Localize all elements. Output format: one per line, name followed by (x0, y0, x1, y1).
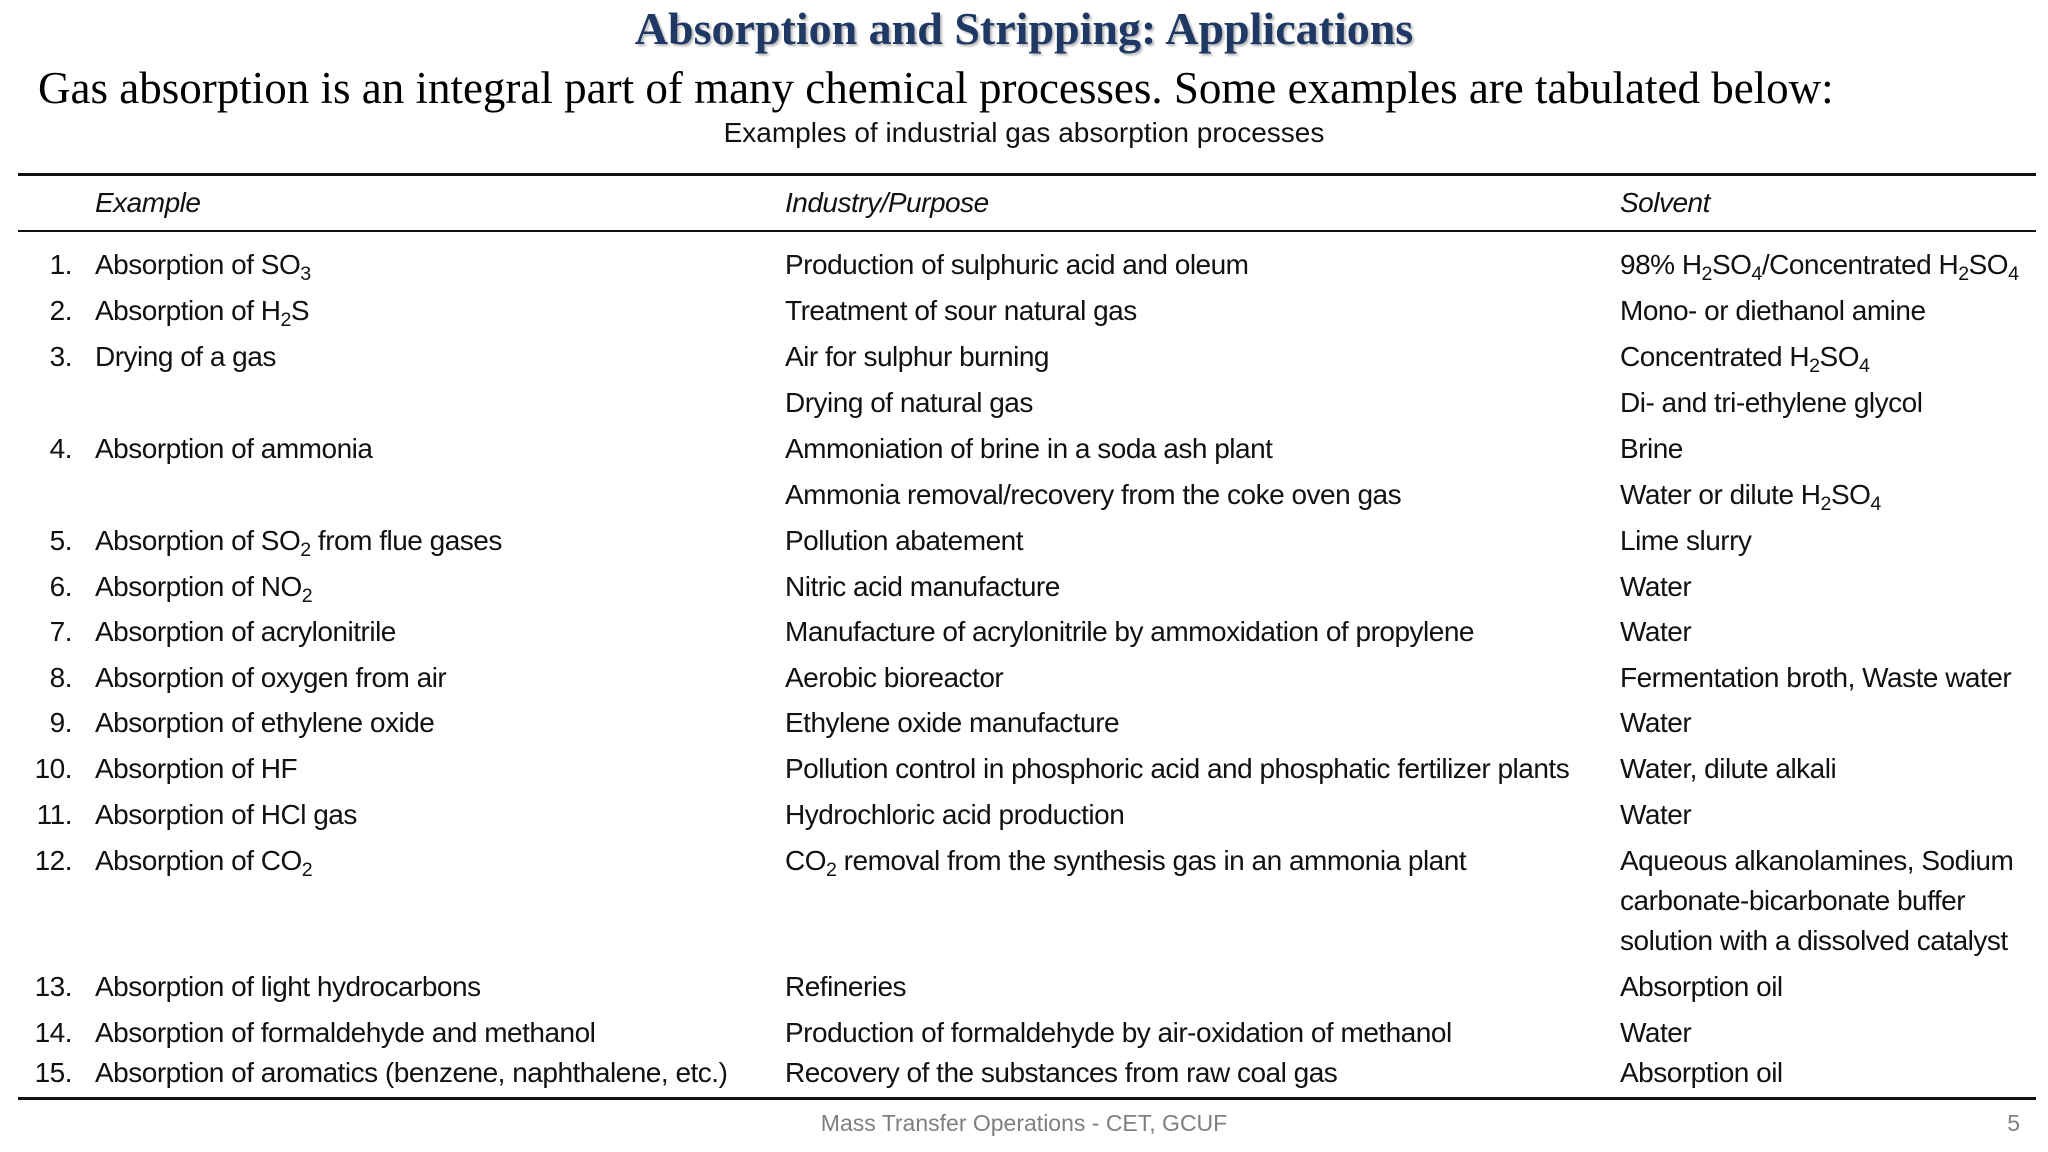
example-cell: Absorption of ammonia (95, 433, 373, 464)
row-number: 15. (34, 1057, 72, 1088)
solvent-cell: Water or dilute $H_2SO_4$ (1620, 479, 1881, 515)
example-cell: Absorption of formaldehyde and methanol (95, 1017, 596, 1048)
purpose-cell: Pollution control in phosphoric acid and phosphatic fertilizer plants (785, 753, 1570, 784)
row-number: 6. (49, 571, 72, 602)
solvent-cell: Water (1620, 707, 1692, 738)
row-number: 5. (49, 525, 72, 556)
purpose-cell: Refineries (785, 971, 907, 1002)
purpose-cell: Pollution abatement (785, 525, 1024, 556)
row-number: 8. (49, 662, 72, 693)
solvent-cell: Lime slurry (1620, 525, 1752, 556)
purpose-cell: Ammoniation of brine in a soda ash plant (785, 433, 1273, 464)
solvent-cell: Water (1620, 571, 1692, 602)
example-cell: Absorption of $NO_2$ (95, 571, 313, 607)
header-example: Example (95, 187, 201, 218)
row-number: 1. (49, 249, 72, 280)
purpose-cell: Recovery of the substances from raw coal gas (785, 1057, 1338, 1088)
solvent-cell: Water (1620, 1017, 1692, 1048)
row-number: 9. (49, 707, 72, 738)
solvent-cell: Aqueous alkanolamines, Sodium carbonate-bicarbonate buffer solution with a dissolved catalyst (1620, 845, 2014, 956)
solvent-cell: Water (1620, 799, 1692, 830)
page-number: 5 (2007, 1110, 2020, 1136)
table-top-rule (18, 173, 2036, 176)
purpose-cell: Air for sulphur burning (785, 341, 1049, 372)
solvent-cell: Brine (1620, 433, 1683, 464)
solvent-cell: Di- and tri-ethylene glycol (1620, 387, 1923, 418)
solvent-cell: Absorption oil (1620, 1057, 1783, 1088)
header-solvent: Solvent (1620, 187, 1710, 218)
example-cell: Absorption of HF (95, 753, 298, 784)
header-purpose: Industry/Purpose (785, 187, 989, 218)
table-header-rule (18, 230, 2036, 232)
table-caption: Examples of industrial gas absorption processes (723, 117, 1325, 148)
example-cell: Absorption of ethylene oxide (95, 707, 435, 738)
slide-title: Absorption and Stripping: Applications (634, 3, 1414, 54)
solvent-cell: 98% $H_2SO_4$/Concentrated $H_2SO_4$ (1620, 249, 2019, 285)
solvent-cell: Water (1620, 616, 1692, 647)
row-number: 4. (49, 433, 72, 464)
purpose-cell: Production of sulphuric acid and oleum (785, 249, 1249, 280)
example-cell: Absorption of aromatics (benzene, naphthalene, etc.) (95, 1057, 728, 1088)
solvent-cell: Concentrated $H_2SO_4$ (1620, 341, 1870, 377)
purpose-cell: Production of formaldehyde by air-oxidation of methanol (785, 1017, 1452, 1048)
purpose-cell: Aerobic bioreactor (785, 662, 1004, 693)
row-number: 7. (49, 616, 72, 647)
example-cell: Absorption of $SO_3$ (95, 249, 311, 285)
purpose-cell: $CO_2$ removal from the synthesis gas in an ammonia plant (785, 845, 1467, 881)
solvent-cell: Water, dilute alkali (1620, 753, 1837, 784)
row-number: 11. (36, 799, 72, 830)
row-number: 12. (34, 845, 72, 876)
example-cell: Absorption of $SO_2$ from flue gases (95, 525, 502, 561)
purpose-cell: Drying of natural gas (785, 387, 1033, 418)
solvent-cell: Absorption oil (1620, 971, 1783, 1002)
example-cell: Drying of a gas (95, 341, 276, 372)
purpose-cell: Ammonia removal/recovery from the coke oven gas (785, 479, 1402, 510)
row-number: 14. (34, 1017, 72, 1048)
example-cell: Absorption of HCl gas (95, 799, 357, 830)
example-cell: Absorption of light hydrocarbons (95, 971, 481, 1002)
footer-text: Mass Transfer Operations - CET, GCUF (820, 1110, 1228, 1136)
example-cell: Absorption of oxygen from air (95, 662, 447, 693)
table-bottom-rule (18, 1097, 2036, 1100)
purpose-cell: Hydrochloric acid production (785, 799, 1125, 830)
example-cell: Absorption of $CO_2$ (95, 845, 313, 881)
row-number: 2. (49, 295, 72, 326)
solvent-cell: Mono- or diethanol amine (1620, 295, 1926, 326)
purpose-cell: Manufacture of acrylonitrile by ammoxidation of propylene (785, 616, 1474, 647)
intro-text: Gas absorption is an integral part of many chemical processes. Some examples are tabulated below: (38, 63, 1834, 113)
example-cell: Absorption of $H_2S$ (95, 295, 310, 331)
purpose-cell: Ethylene oxide manufacture (785, 707, 1120, 738)
row-number: 3. (49, 341, 72, 372)
row-number: 13. (34, 971, 72, 1002)
row-number: 10. (34, 753, 72, 784)
purpose-cell: Treatment of sour natural gas (785, 295, 1137, 326)
example-cell: Absorption of acrylonitrile (95, 616, 396, 647)
purpose-cell: Nitric acid manufacture (785, 571, 1060, 602)
solvent-cell: Fermentation broth, Waste water (1620, 662, 2012, 693)
